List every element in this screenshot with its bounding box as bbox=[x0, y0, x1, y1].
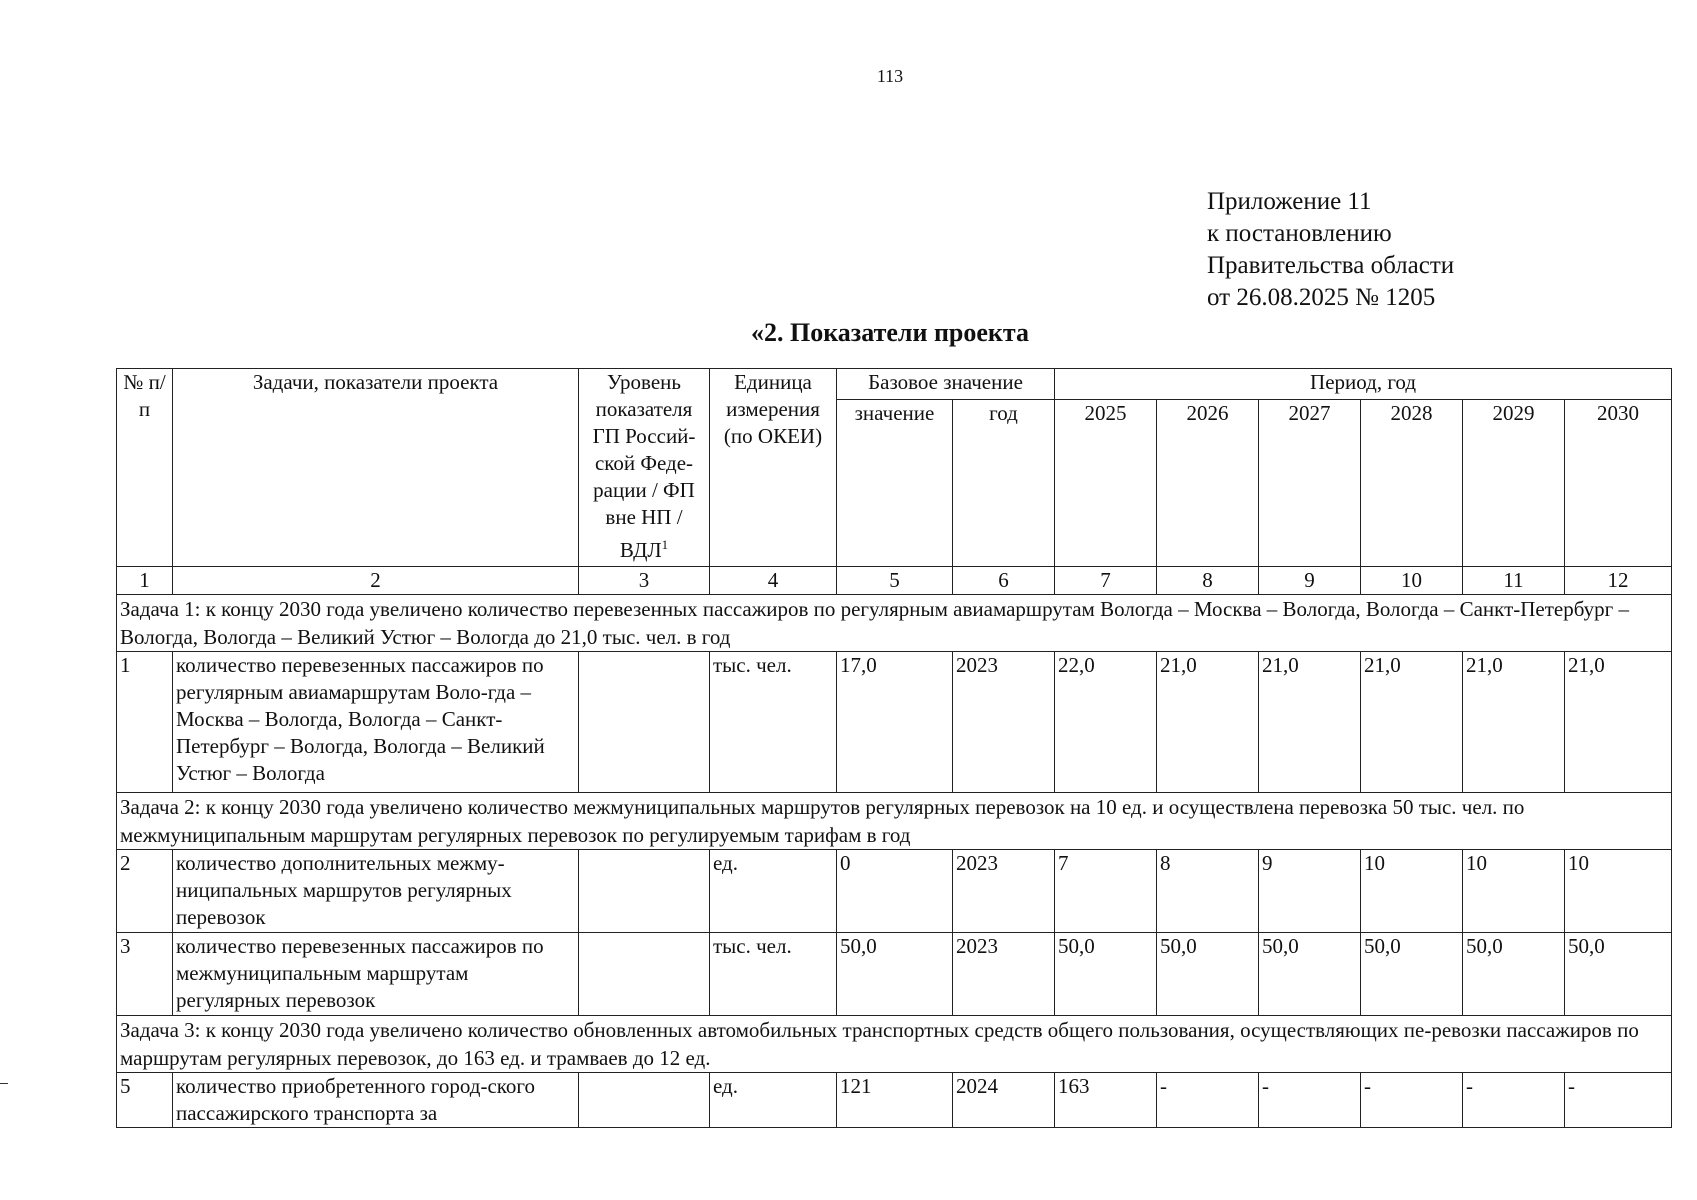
column-number: 11 bbox=[1463, 567, 1565, 595]
header-year: 2027 bbox=[1259, 400, 1361, 567]
row-name: количество перевезенных пассажиров по регулярным авиамаршрутам Воло-гда – Москва – Вологда, Вологда – Санкт-Петербург – Вологда, Вологда – Великий Устюг – Вологда bbox=[173, 652, 579, 793]
column-number: 4 bbox=[710, 567, 837, 595]
row-value: 7 bbox=[1055, 850, 1157, 933]
header-level-text: Уровень показателя ГП Россий-ской Феде-рации / ФП вне НП / ВДЛ bbox=[592, 370, 696, 562]
row-level bbox=[579, 933, 710, 1016]
column-number: 10 bbox=[1361, 567, 1463, 595]
task-row bbox=[117, 595, 1672, 652]
row-value: 50,0 bbox=[1361, 933, 1463, 1016]
row-value: 9 bbox=[1259, 850, 1361, 933]
row-base-year: 2024 bbox=[953, 1073, 1055, 1128]
column-number: 1 bbox=[117, 567, 173, 595]
column-number: 6 bbox=[953, 567, 1055, 595]
row-base-value: 121 bbox=[837, 1073, 953, 1128]
row-value: 21,0 bbox=[1565, 652, 1672, 793]
row-value: 21,0 bbox=[1157, 652, 1259, 793]
appendix-line: Правительства области bbox=[1207, 252, 1455, 279]
row-base-year: 2023 bbox=[953, 933, 1055, 1016]
appendix-line: от 26.08.2025 № 1205 bbox=[1207, 284, 1436, 311]
header-level bbox=[579, 369, 710, 567]
header-tasks: Задачи, показатели проекта bbox=[173, 369, 579, 567]
column-number: 3 bbox=[579, 567, 710, 595]
column-number-row bbox=[117, 567, 1672, 595]
row-value: 10 bbox=[1361, 850, 1463, 933]
row-value: 163 bbox=[1055, 1073, 1157, 1128]
row-level bbox=[579, 652, 710, 793]
task-row bbox=[117, 793, 1672, 850]
table-row bbox=[117, 933, 1672, 1016]
header-year: 2029 bbox=[1463, 400, 1565, 567]
row-base-value: 50,0 bbox=[837, 933, 953, 1016]
row-num: 2 bbox=[117, 850, 173, 933]
indicators-table bbox=[116, 368, 1672, 1128]
task-3-text: Задача 3: к концу 2030 года увеличено количество обновленных автомобильных транспортных средств общего пользования, осуществляющих пе-ревозки пассажиров по маршрутам регулярных перевозок, до 163 ед. и трамваев до 12 ед. bbox=[117, 1016, 1672, 1073]
row-value: - bbox=[1259, 1073, 1361, 1128]
appendix-line: Приложение 11 bbox=[1207, 188, 1372, 215]
row-num: 3 bbox=[117, 933, 173, 1016]
header-base-value: значение bbox=[837, 400, 953, 567]
header-unit: Единица измерения (по ОКЕИ) bbox=[710, 369, 837, 567]
page-number: 113 bbox=[876, 66, 904, 86]
column-number: 7 bbox=[1055, 567, 1157, 595]
header-year: 2026 bbox=[1157, 400, 1259, 567]
header-base: Базовое значение bbox=[837, 369, 1055, 400]
row-value: 10 bbox=[1565, 850, 1672, 933]
row-value: 50,0 bbox=[1259, 933, 1361, 1016]
header-year: 2025 bbox=[1055, 400, 1157, 567]
row-name: количество перевезенных пассажиров по межмуниципальным маршрутам регулярных перевозок bbox=[173, 933, 579, 1016]
margin-mark bbox=[0, 1083, 8, 1084]
row-level bbox=[579, 850, 710, 933]
row-num: 1 bbox=[117, 652, 173, 793]
row-value: 10 bbox=[1463, 850, 1565, 933]
row-value: 50,0 bbox=[1565, 933, 1672, 1016]
row-value: 8 bbox=[1157, 850, 1259, 933]
row-value: - bbox=[1361, 1073, 1463, 1128]
row-value: 21,0 bbox=[1361, 652, 1463, 793]
header-year: 2030 bbox=[1565, 400, 1672, 567]
row-value: 50,0 bbox=[1055, 933, 1157, 1016]
table-row bbox=[117, 1073, 1672, 1128]
table-row bbox=[117, 850, 1672, 933]
row-value: 21,0 bbox=[1463, 652, 1565, 793]
row-value: - bbox=[1565, 1073, 1672, 1128]
header-num: № п/п bbox=[117, 369, 173, 567]
row-unit: тыс. чел. bbox=[710, 652, 837, 793]
row-num: 5 bbox=[117, 1073, 173, 1128]
header-row-top bbox=[117, 369, 1672, 400]
task-row bbox=[117, 1016, 1672, 1073]
row-base-year: 2023 bbox=[953, 850, 1055, 933]
row-level bbox=[579, 1073, 710, 1128]
task-2-text: Задача 2: к концу 2030 года увеличено количество межмуниципальных маршрутов регулярных перевозок на 10 ед. и осуществлена перевозка 50 тыс. чел. по межмуниципальным маршрутам регулярных перевозок по регулируемым тарифам в год bbox=[117, 793, 1672, 850]
footnote-mark: 1 bbox=[661, 537, 669, 552]
row-base-value: 0 bbox=[837, 850, 953, 933]
row-base-year: 2023 bbox=[953, 652, 1055, 793]
column-number: 12 bbox=[1565, 567, 1672, 595]
header-year: 2028 bbox=[1361, 400, 1463, 567]
appendix-line: к постановлению bbox=[1207, 220, 1392, 247]
row-unit: ед. bbox=[710, 850, 837, 933]
header-base-year: год bbox=[953, 400, 1055, 567]
page-title: «2. Показатели проекта bbox=[750, 318, 1029, 347]
row-unit: тыс. чел. bbox=[710, 933, 837, 1016]
row-value: 50,0 bbox=[1463, 933, 1565, 1016]
row-value: - bbox=[1463, 1073, 1565, 1128]
row-name: количество дополнительных межму-ниципальных маршрутов регулярных перевозок bbox=[173, 850, 579, 933]
task-1-text: Задача 1: к концу 2030 года увеличено количество перевезенных пассажиров по регулярным авиамаршрутам Вологда – Москва – Вологда, Вологда – Санкт-Петербург – Вологда, Вологда – Великий Устюг – Вологда до 21,0 тыс. чел. в год bbox=[117, 595, 1672, 652]
column-number: 2 bbox=[173, 567, 579, 595]
column-number: 9 bbox=[1259, 567, 1361, 595]
row-base-value: 17,0 bbox=[837, 652, 953, 793]
appendix-reference bbox=[1207, 186, 1454, 314]
row-name: количество приобретенного город-ского пассажирского транспорта за bbox=[173, 1073, 579, 1128]
row-value: 50,0 bbox=[1157, 933, 1259, 1016]
table-row bbox=[117, 652, 1672, 793]
column-number: 5 bbox=[837, 567, 953, 595]
row-value: - bbox=[1157, 1073, 1259, 1128]
row-value: 21,0 bbox=[1259, 652, 1361, 793]
row-unit: ед. bbox=[710, 1073, 837, 1128]
row-value: 22,0 bbox=[1055, 652, 1157, 793]
header-period: Период, год bbox=[1055, 369, 1672, 400]
column-number: 8 bbox=[1157, 567, 1259, 595]
